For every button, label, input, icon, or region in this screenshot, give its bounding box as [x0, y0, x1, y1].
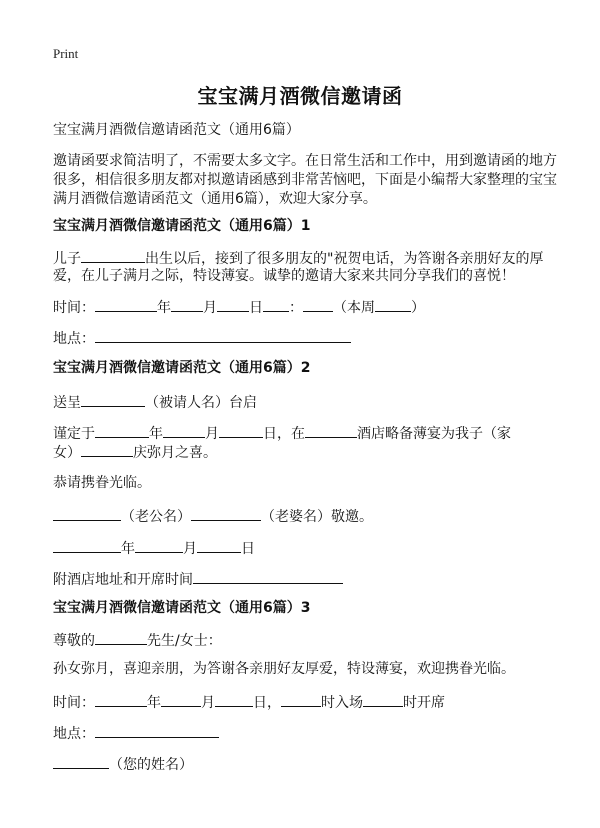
blank-field — [95, 690, 147, 707]
text: 谨定于 — [53, 426, 95, 442]
text: （被请人名）台启 — [145, 395, 257, 411]
blank-field — [197, 536, 241, 553]
text: 日，在 — [263, 426, 305, 442]
text: 先生/女士： — [147, 633, 222, 649]
place-label: 地点： — [53, 726, 95, 742]
print-link[interactable]: Print — [53, 46, 79, 61]
day-text: 日 — [241, 541, 255, 557]
section-2-heading: 宝宝满月酒微信邀请函范文（通用6篇）2 — [53, 360, 311, 376]
blank-field — [171, 295, 203, 312]
place-label: 地点： — [53, 331, 95, 347]
year-text: 年 — [149, 426, 163, 442]
week-open-text: （本周 — [333, 300, 375, 316]
husband-text: （老公名） — [121, 509, 191, 525]
blank-field — [95, 295, 157, 312]
blank-field — [193, 567, 343, 584]
day-text: 日， — [253, 695, 281, 711]
section-1-body-line-2: 爱，在儿子满月之际，特设薄宴。诚挚的邀请大家来共同分享我们的喜悦！ — [53, 268, 515, 284]
week-close-text: ） — [411, 300, 425, 316]
colon-text: ： — [289, 300, 303, 316]
text: 儿子 — [53, 251, 81, 267]
text: 附酒店地址和开席时间 — [53, 572, 193, 588]
blank-field — [53, 536, 121, 553]
text: 送呈 — [53, 395, 81, 411]
blank-field — [95, 326, 351, 343]
year-text: 年 — [147, 695, 161, 711]
blank-field — [219, 421, 263, 438]
year-text: 年 — [121, 541, 135, 557]
blank-field — [53, 504, 121, 521]
entry-text: 时入场 — [321, 695, 363, 711]
section-3-heading: 宝宝满月酒微信邀请函范文（通用6篇）3 — [53, 600, 311, 616]
text: 出生以后，接到了很多朋友的"祝贺电话，为答谢各亲朋好友的厚 — [145, 251, 544, 267]
section-2-child-line — [53, 440, 217, 464]
month-text: 月 — [205, 426, 219, 442]
blank-field — [215, 690, 253, 707]
day-text: 日 — [249, 300, 263, 316]
blank-field — [191, 504, 261, 521]
month-text: 月 — [203, 300, 217, 316]
section-2-date-sign-line — [53, 536, 255, 560]
blank-field — [95, 421, 149, 438]
text: 庆弥月之喜。 — [133, 445, 217, 461]
year-text: 年 — [157, 300, 171, 316]
blank-field — [375, 295, 411, 312]
section-2-send-line — [53, 390, 257, 414]
section-2-respect-line: 恭请携眷光临。 — [53, 475, 151, 491]
section-1-time-line — [53, 295, 425, 319]
wife-text: （老婆名）敬邀。 — [261, 509, 373, 525]
text: 尊敬的 — [53, 633, 95, 649]
blank-field — [163, 421, 205, 438]
text: 女） — [53, 445, 81, 461]
blank-field — [95, 628, 147, 645]
section-1-heading: 宝宝满月酒微信邀请函范文（通用6篇）1 — [53, 218, 311, 234]
blank-field — [81, 440, 133, 457]
section-3-name-line — [53, 752, 193, 776]
time-label: 时间： — [53, 695, 95, 711]
text: 酒店略备薄宴为我子（家 — [357, 426, 511, 442]
section-3-body-line: 孙女弥月，喜迎亲朋，为答谢各亲朋好友厚爱，特设薄宴，欢迎携眷光临。 — [53, 661, 515, 677]
blank-field — [161, 690, 201, 707]
blank-field — [363, 690, 403, 707]
blank-field — [135, 536, 183, 553]
section-2-signature-line — [53, 504, 373, 528]
name-text: （您的姓名） — [109, 757, 193, 773]
blank-field — [263, 295, 289, 312]
month-text: 月 — [201, 695, 215, 711]
subtitle: 宝宝满月酒微信邀请函范文（通用6篇） — [53, 122, 300, 138]
time-label: 时间： — [53, 300, 95, 316]
open-text: 时开席 — [403, 695, 445, 711]
section-2-address-line — [53, 567, 343, 591]
blank-field — [95, 721, 219, 738]
blank-field — [53, 752, 109, 769]
intro-line-3: 满月酒微信邀请函范文（通用6篇），欢迎大家分享。 — [53, 191, 377, 207]
blank-field — [217, 295, 249, 312]
blank-field — [305, 421, 357, 438]
section-3-time-line — [53, 690, 445, 714]
month-text: 月 — [183, 541, 197, 557]
section-3-dear-line — [53, 628, 222, 652]
intro-line-1: 邀请函要求简洁明了，不需要太多文字。在日常生活和工作中，用到邀请函的地方 — [53, 153, 557, 169]
blank-field — [281, 690, 321, 707]
blank-field — [81, 390, 145, 407]
intro-line-2: 很多，相信很多朋友都对拟邀请函感到非常苦恼吧，下面是小编帮大家整理的宝宝 — [53, 172, 557, 188]
section-1-place-line — [53, 326, 351, 350]
blank-field — [303, 295, 333, 312]
blank-field — [81, 246, 145, 263]
section-3-place-line — [53, 721, 219, 745]
page-title: 宝宝满月酒微信邀请函 — [197, 84, 403, 108]
